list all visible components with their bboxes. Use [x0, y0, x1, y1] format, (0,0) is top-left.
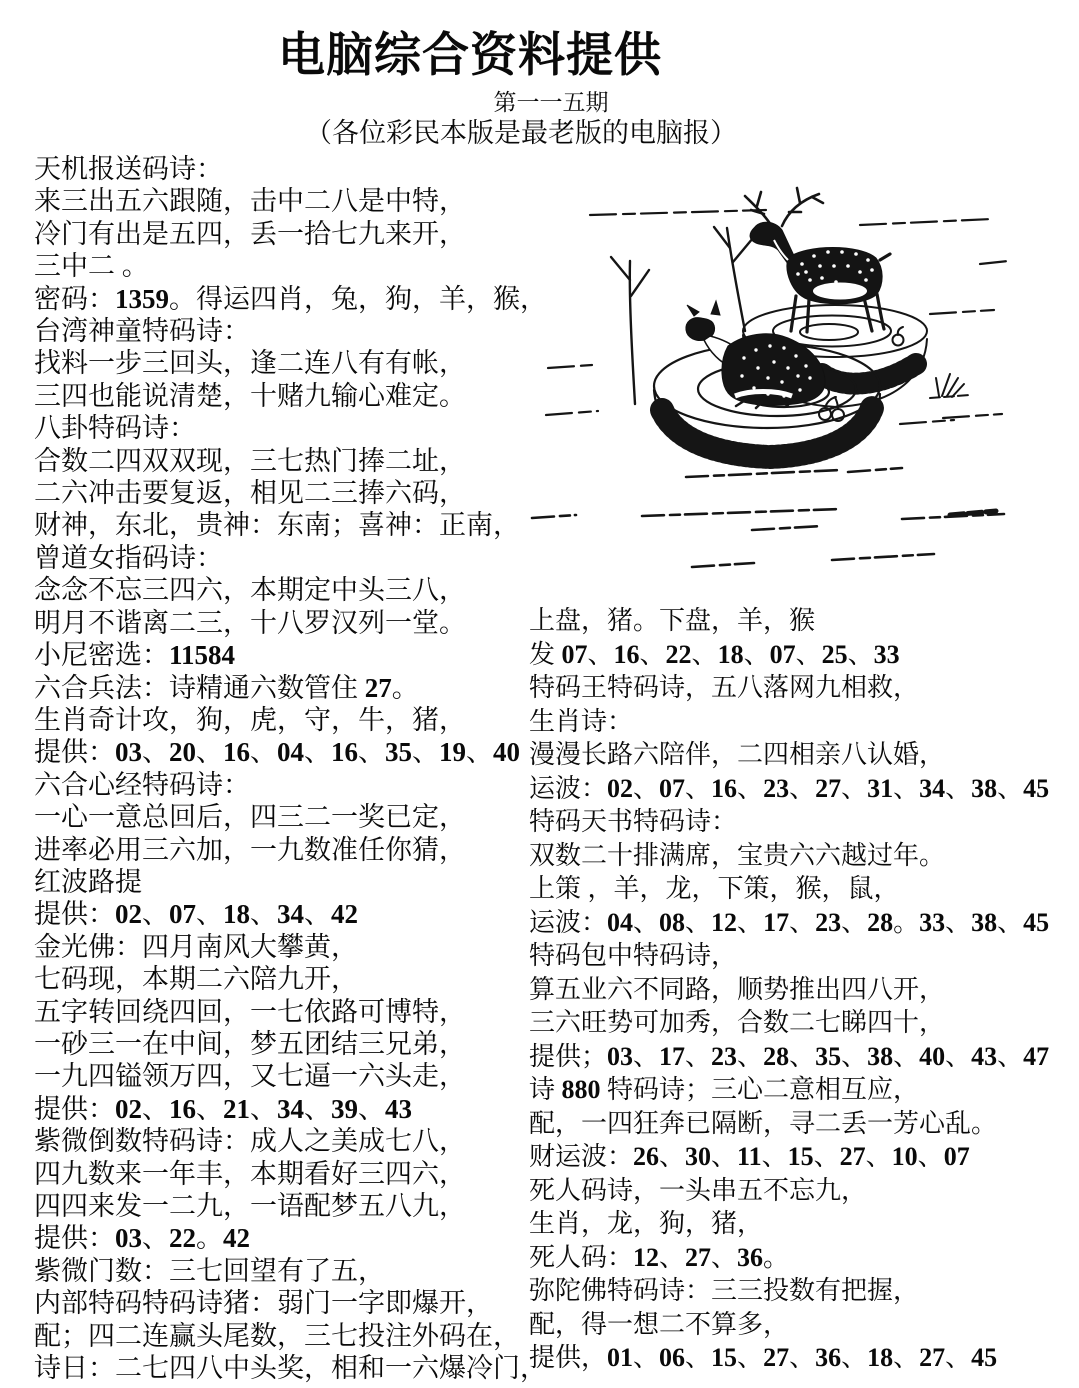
text-line: 一砂三一在中间，梦五团结三兄弟，	[34, 1028, 466, 1059]
text-line: 上策 ，羊，龙，下策，猴，鼠，	[529, 874, 900, 903]
text-line: 四四来发一二九，一语配梦五八九，	[34, 1191, 466, 1221]
text-line: 上盘，猪。下盘，羊，猴	[529, 606, 816, 635]
text-line: 运波：04、08、12、17、23、28。33、38、45	[529, 907, 1050, 937]
text-line: 找料一步三回头，逢二连八有有帐，	[34, 348, 466, 379]
text-line: 提供：02、07、18、34、42	[34, 899, 358, 930]
text-line: 配，一四狂奔已隔断，寻二丢一芳心乱。	[529, 1108, 998, 1138]
text-line: 双数二十排满席，宝贵六六越过年。	[529, 840, 946, 870]
text-line: 曾道女指码诗：	[34, 542, 223, 573]
text-line: 三六旺势可加秀，合数二七睇四十，	[529, 1008, 946, 1037]
text-line: 六合心经特码诗：	[34, 769, 250, 800]
text-line: 三中二 。	[34, 251, 149, 282]
text-line: 算五业六不同路，顺势推出四八开，	[529, 974, 946, 1004]
text-line: 特码王特码诗，五八落网九相救，	[529, 673, 920, 702]
text-line: 小尼密选：11584	[34, 640, 236, 671]
grass-tuft	[930, 374, 970, 398]
text-line: 台湾神童特码诗：	[34, 316, 250, 347]
text-line: 七码现，本期二六陪九开，	[34, 964, 358, 995]
left-column	[34, 153, 547, 1384]
text-line: 运波：02、07、16、23、27、31、34、38、45	[529, 773, 1050, 803]
text-line: 进率必用三六加，一九数准任你猜，	[34, 834, 466, 865]
text-line: 六合兵法：诗精通六数管住 27。	[34, 672, 419, 703]
text-line: 紫微倒数特码诗：成人之美成七八，	[34, 1126, 466, 1157]
text-line: 一九四镒领万四，又七逼一六头走，	[34, 1061, 466, 1092]
text-line: 财神，东北，贵神：东南；喜神：正南，	[34, 510, 520, 541]
text-line: 生肖奇计攻，狗，虎，守，牛，猪，	[34, 704, 466, 735]
text-line: 冷门有出是五四，丢一拾七九来开，	[34, 218, 466, 249]
text-line: 二六冲击要复返，相见二三捧六码，	[34, 478, 466, 509]
text-line: 漫漫长路六陪伴，二四相亲八认婚，	[529, 740, 946, 769]
text-line: 配；四二连赢头尾数，三七投注外码在，	[34, 1320, 520, 1351]
right-column	[529, 604, 1079, 1375]
text-line: 四九数来一年丰，本期看好三四六，	[34, 1158, 466, 1189]
text-line: 生肖，龙，狗，猪，	[529, 1209, 764, 1238]
text-line: 天机报送码诗：	[34, 154, 223, 184]
text-line: 特码天书特码诗：	[529, 807, 738, 836]
page-title: 电脑综合资料提供	[278, 30, 662, 82]
text-line: 死人码诗，一头串五不忘九，	[529, 1175, 868, 1205]
text-line: 一心一意总回后，四三二一奖已定，	[34, 802, 466, 833]
text-line: 财运波：26、30、11、15、27、10、07	[529, 1142, 970, 1171]
text-line: 提供，01、06、15、27、36、18、27、45	[529, 1343, 998, 1372]
text-line: 诗日：二七四八中头奖，相和一六爆冷门，	[34, 1353, 547, 1384]
text-line: 来三出五六跟随，击中二八是中特，	[34, 186, 466, 217]
text-line: 发 07、16、22、18、07、25、33	[529, 639, 900, 669]
text-line: 提供；03、17、23、28、35、38、40、43、47	[529, 1041, 1050, 1071]
text-line: 密码：1359。得运四肖，兔，狗，羊，猴，	[34, 283, 547, 314]
text-line: 死人码：12、27、36。	[529, 1242, 790, 1272]
text-line: 明月不谐离二三，十八罗汉列一堂。	[34, 607, 466, 638]
subtitle-note: （各位彩民本版是最老版的电脑报）	[305, 118, 737, 148]
text-line: 提供：03、22。42	[34, 1223, 250, 1254]
text-line: 紫微门数：三七回望有了五，	[34, 1255, 385, 1286]
issue-number: 第一一五期	[493, 90, 609, 115]
text-line: 配，得一想二不算多，	[529, 1309, 790, 1339]
text-line: 红波路提	[34, 866, 142, 897]
text-line: 诗 880 特码诗；三心二意相互应，	[529, 1075, 920, 1104]
text-line: 八卦特码诗：	[34, 413, 196, 444]
text-line: 生肖诗：	[529, 706, 634, 736]
text-line: 特码包中特码诗，	[529, 941, 738, 970]
text-line: 合数二四双双现，三七热门捧二址，	[34, 445, 466, 476]
text-line: 提供：03、20、16、04、16、35、19、40	[34, 737, 520, 768]
text-line: 金光佛：四月南风大攀黄，	[34, 931, 358, 962]
deer-illustration	[530, 168, 1079, 598]
text-line: 五字转回绕四回，一七依路可博特，	[34, 996, 466, 1027]
text-line: 内部特码特码诗猪：弱门一字即爆开，	[34, 1288, 493, 1319]
text-line: 提供：02、16、21、34、39、43	[34, 1093, 412, 1124]
text-line: 弥陀佛特码诗：三三投数有把握，	[529, 1276, 920, 1305]
text-line: 念念不忘三四六，本期定中头三八，	[34, 575, 466, 606]
text-line: 三四也能说清楚，十赌九输心难定。	[34, 380, 466, 411]
